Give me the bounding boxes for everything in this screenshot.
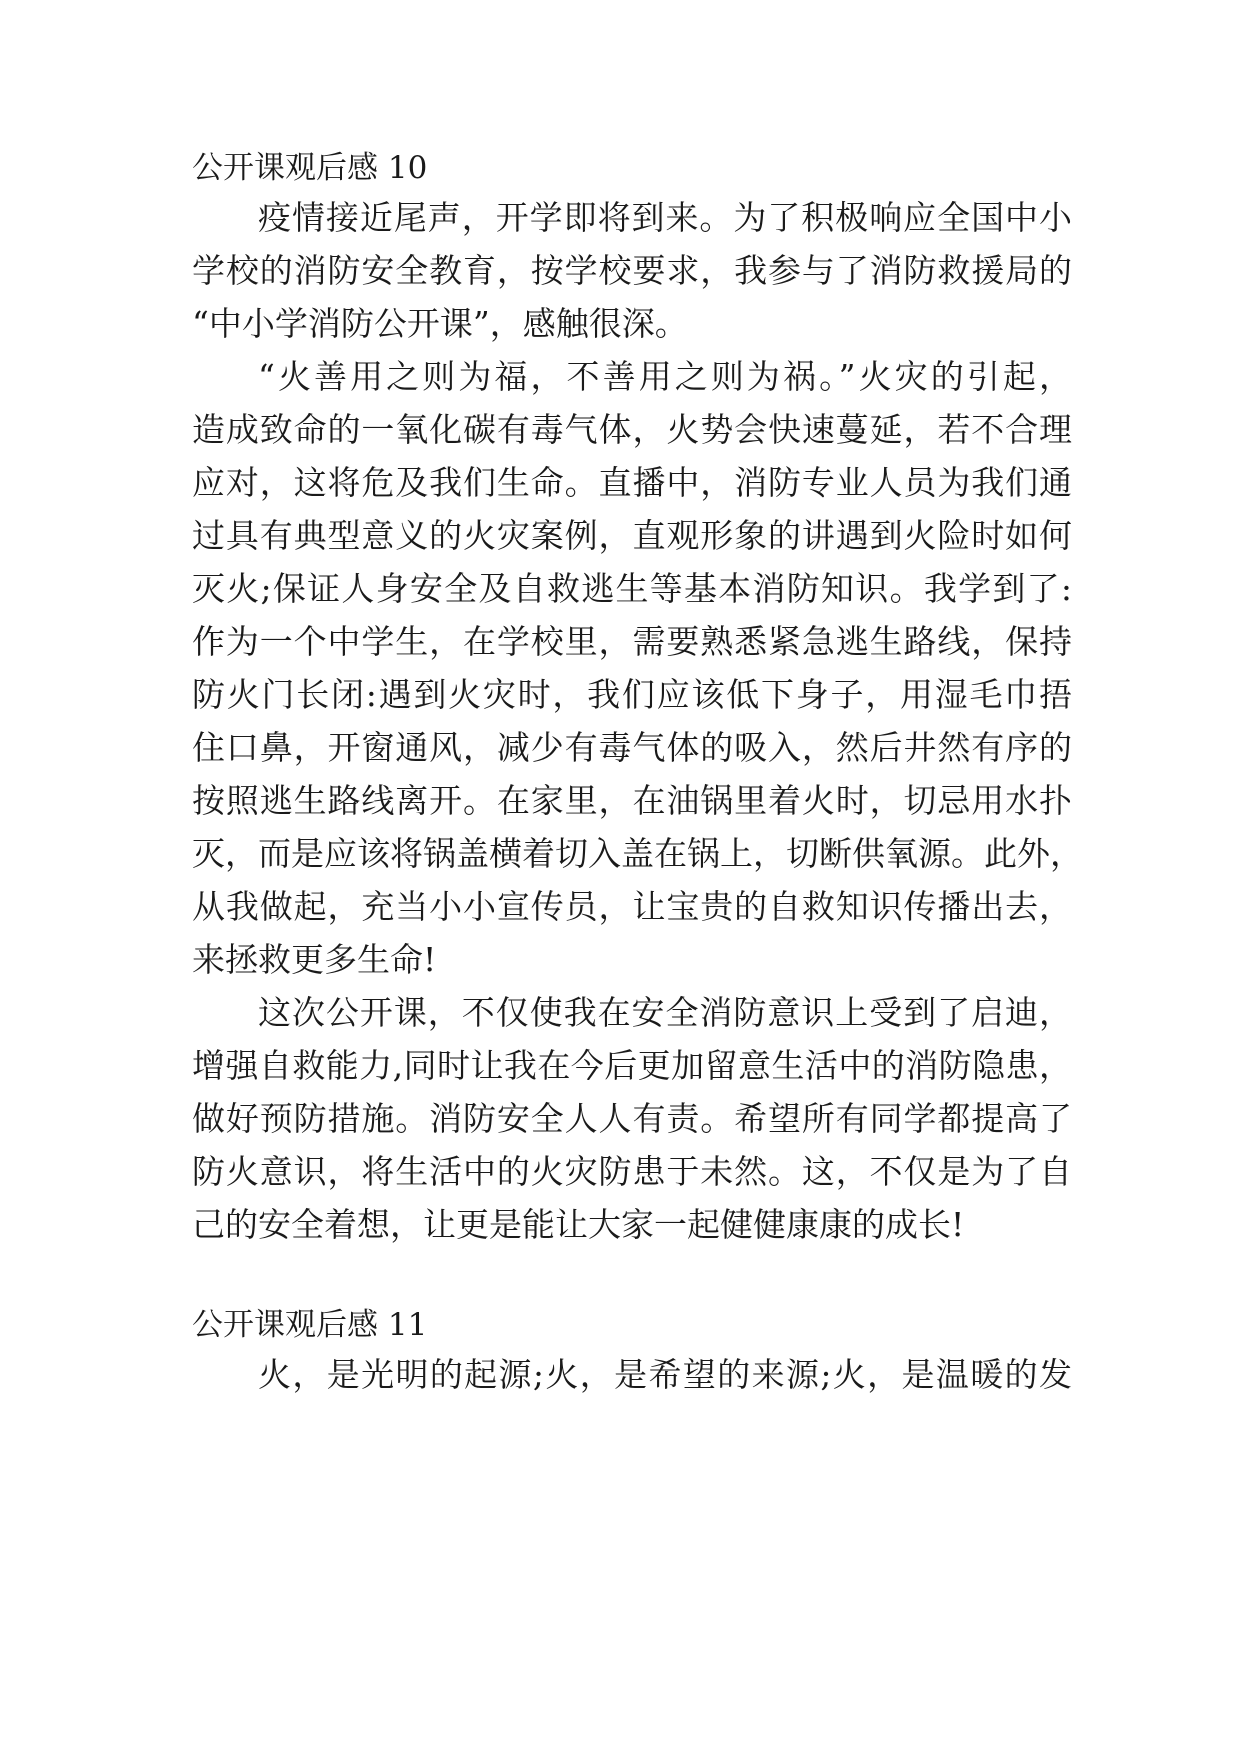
section-10-p2-line-12: 来拯救更多生命! <box>192 940 437 979</box>
section-10-p2-line-11: 从我做起，充当小小宣传员，让宝贵的自救知识传播出去， <box>192 887 1072 926</box>
section-10-p1-line-2: 学校的消防安全教育，按学校要求，我参与了消防救援局的 <box>192 251 1072 290</box>
section-10-p1-line-1: 疫情接近尾声，开学即将到来。为了积极响应全国中小 <box>258 198 1072 237</box>
section-10-p2-line-10: 灭，而是应该将锅盖横着切入盖在锅上，切断供氧源。此外， <box>192 834 1083 873</box>
section-10-p2-line-3: 应对，这将危及我们生命。直播中，消防专业人员为我们通 <box>192 463 1072 502</box>
section-10-p2-line-7: 防火门长闭:遇到火灾时，我们应该低下身子，用湿毛巾捂 <box>192 675 1072 714</box>
section-10-p2-line-8: 住口鼻，开窗通风，减少有毒气体的吸入，然后井然有序的 <box>192 728 1072 767</box>
section-10-p3-line-3: 做好预防措施。消防安全人人有责。希望所有同学都提高了 <box>192 1099 1072 1138</box>
section-10-p2-line-4: 过具有典型意义的火灾案例，直观形象的讲遇到火险时如何 <box>192 516 1072 555</box>
section-10-p3-line-4: 防火意识，将生活中的火灾防患于未然。这，不仅是为了自 <box>192 1152 1072 1191</box>
section-10-p2-line-9: 按照逃生路线离开。在家里，在油锅里着火时，切忌用水扑 <box>192 781 1072 820</box>
section-10-p2-line-1: “火善用之则为福，不善用之则为祸。”火灾的引起， <box>258 357 1072 396</box>
section-10-p3-line-2: 增强自救能力,同时让我在今后更加留意生活中的消防隐患， <box>192 1046 1072 1085</box>
section-11-p1-line-1: 火，是光明的起源;火，是希望的来源;火，是温暖的发 <box>258 1355 1072 1394</box>
section-10-p2-line-5: 灭火;保证人身安全及自救逃生等基本消防知识。我学到了: <box>192 569 1072 608</box>
section-10-p3-line-1: 这次公开课，不仅使我在安全消防意识上受到了启迪， <box>258 993 1072 1032</box>
section-10-p1-line-3: “中小学消防公开课”，感触很深。 <box>192 304 688 343</box>
section-10-p2-line-6: 作为一个中学生，在学校里，需要熟悉紧急逃生路线，保持 <box>192 622 1072 661</box>
section-10-title: 公开课观后感 10 <box>192 150 428 186</box>
section-10-p3-line-5: 己的安全着想，让更是能让大家一起健健康康的成长! <box>192 1205 965 1244</box>
section-10-p2-line-2: 造成致命的一氧化碳有毒气体，火势会快速蔓延，若不合理 <box>192 410 1072 449</box>
section-11-title: 公开课观后感 11 <box>192 1307 428 1343</box>
